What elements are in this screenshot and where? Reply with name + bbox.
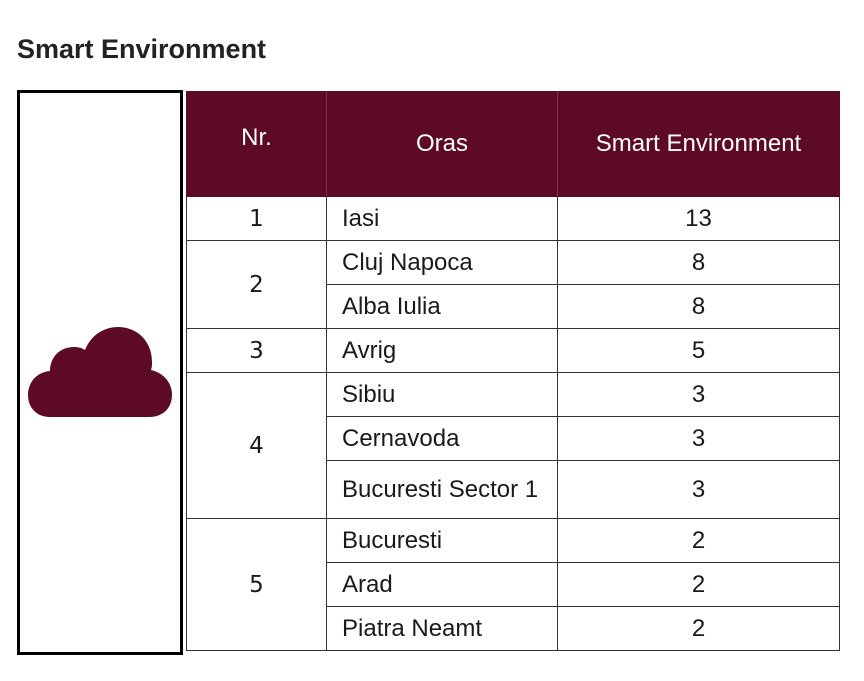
table-row	[187, 197, 840, 241]
rank-cell: 4	[187, 373, 327, 519]
value-cell: 5	[558, 329, 840, 373]
city-cell: Cluj Napoca	[327, 241, 558, 285]
city-cell: Alba Iulia	[327, 285, 558, 329]
city-cell: Cernavoda	[327, 417, 558, 461]
value-cell: 2	[558, 607, 840, 651]
city-cell: Sibiu	[327, 373, 558, 417]
ranking-table	[186, 91, 840, 651]
city-cell: Iasi	[327, 197, 558, 241]
rank-cell: 5	[187, 519, 327, 651]
rank-cell: 3	[187, 329, 327, 373]
header-smart-environment: Smart Environment	[558, 92, 840, 197]
header-nr: Nr.	[187, 92, 327, 197]
cloud-icon	[28, 325, 174, 421]
table-row	[187, 373, 840, 417]
rank-cell: 2	[187, 241, 327, 329]
page-title: Smart Environment	[17, 34, 267, 64]
table-row	[187, 519, 840, 563]
value-cell: 8	[558, 285, 840, 329]
value-cell: 3	[558, 417, 840, 461]
table-header-row	[187, 92, 840, 197]
value-cell: 8	[558, 241, 840, 285]
icon-panel	[17, 90, 183, 655]
city-cell: Bucuresti Sector 1	[327, 461, 558, 519]
header-oras: Oras	[327, 92, 558, 197]
value-cell: 3	[558, 461, 840, 519]
city-cell: Bucuresti	[327, 519, 558, 563]
table-row	[187, 241, 840, 285]
value-cell: 2	[558, 519, 840, 563]
rank-cell: 1	[187, 197, 327, 241]
value-cell: 13	[558, 197, 840, 241]
value-cell: 2	[558, 563, 840, 607]
value-cell: 3	[558, 373, 840, 417]
city-cell: Piatra Neamt	[327, 607, 558, 651]
city-cell: Avrig	[327, 329, 558, 373]
city-cell: Arad	[327, 563, 558, 607]
table-row	[187, 329, 840, 373]
